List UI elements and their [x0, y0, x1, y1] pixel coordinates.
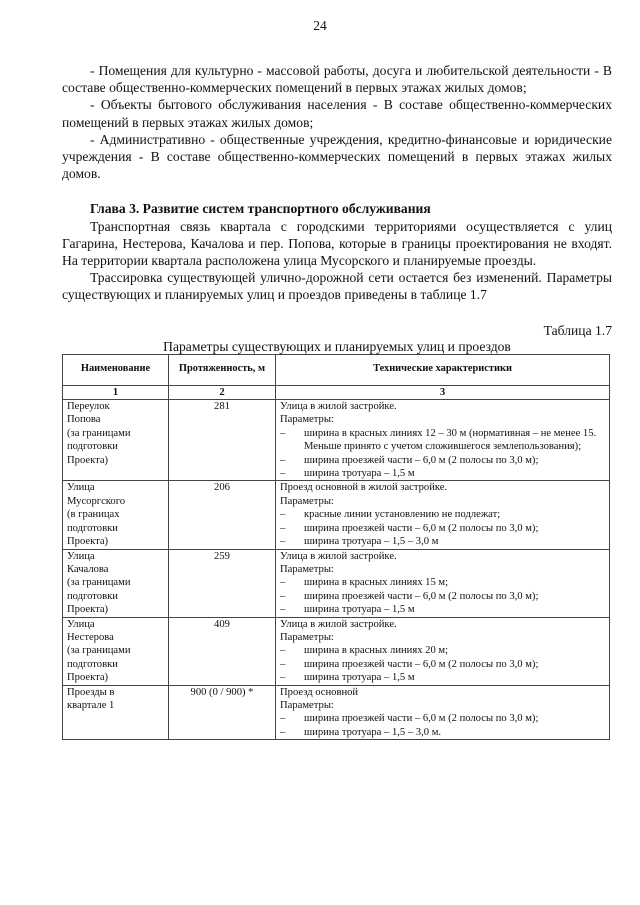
row-name-line: Проекта): [67, 672, 109, 684]
column-number-1: 1: [63, 385, 169, 399]
table-row: [63, 685, 610, 740]
row-param-item: [280, 508, 605, 521]
row-params-label: Параметры:: [280, 699, 334, 711]
row-param-text: красные линии установлению не подлежат;: [304, 509, 501, 521]
intro-paragraph-3: - Административно - общественные учреждения, кредитно-финансовые и юридические учреждения - В составе общественно-коммерческих помещений в первых этажах жилых домов.: [62, 131, 612, 182]
chapter-heading: Глава 3. Развитие систем транспортного обслуживания: [90, 201, 431, 217]
bullet-dash: –: [280, 658, 286, 670]
header-length: Протяженность, м: [169, 354, 276, 385]
row-param-text: ширина в красных линиях 12 – 30 м (нормативная – не менее 15. Меньше принято с учетом сложившегося землепользования);: [304, 427, 597, 453]
row-param-item: [280, 603, 605, 616]
row-length-cell: 900 (0 / 900) *: [169, 685, 276, 740]
row-param-text: ширина проезжей части – 6,0 м (2 полосы по 3,0 м);: [304, 522, 539, 534]
row-param-text: ширина проезжей части – 6,0 м (2 полосы по 3,0 м);: [304, 590, 539, 602]
row-characteristics-cell: [276, 685, 610, 740]
row-name-line: Проекта): [67, 536, 109, 548]
row-name-line: подготовки: [67, 658, 118, 670]
document-body: [62, 62, 612, 740]
row-length-cell: 259: [169, 549, 276, 617]
streets-parameters-table: [62, 354, 610, 741]
bullet-dash: –: [280, 672, 286, 684]
table-title: Параметры существующих и планируемых улиц и проездов: [163, 338, 511, 354]
bullet-dash: –: [280, 726, 286, 738]
row-param-item: [280, 576, 605, 589]
header-characteristics: Технические характеристики: [276, 354, 610, 385]
row-param-item: [280, 522, 605, 535]
row-param-item: [280, 467, 605, 480]
row-name-line: (за границами: [67, 577, 131, 589]
chapter-paragraph-2: Трассировка существующей улично-дорожной сети остается без изменений. Параметры существующих и планируемых улиц и проездов приведены в таблице 1.7: [62, 270, 612, 303]
chapter-paragraph-1: Транспортная связь квартала с городскими территориями осуществляется с улиц Гагарина, Нестерова, Качалова и пер. Попова, которые в границы проектирования не входят. На территории квартала расположена улица Мусорского и планируемые проезды.: [62, 218, 612, 269]
row-name-line: Мусоргского: [67, 495, 126, 507]
row-name-line: Улица: [67, 482, 95, 494]
table-label: Таблица 1.7: [543, 322, 612, 338]
bullet-dash: –: [280, 536, 286, 548]
row-param-text: ширина тротуара – 1,5 м: [304, 672, 415, 684]
row-param-text: ширина тротуара – 1,5 – 3,0 м: [304, 536, 439, 548]
row-name-line: квартале 1: [67, 699, 115, 711]
row-name-cell: [63, 685, 169, 740]
row-name-line: подготовки: [67, 522, 118, 534]
column-number-2: 2: [169, 385, 276, 399]
row-name-line: Попова: [67, 414, 101, 426]
row-name-line: (за границами: [67, 427, 131, 439]
row-params-label: Параметры:: [280, 495, 334, 507]
row-param-item: [280, 535, 605, 548]
bullet-dash: –: [280, 590, 286, 602]
row-description: Улица в жилой застройке.: [280, 618, 397, 630]
row-param-item: [280, 658, 605, 671]
row-params-label: Параметры:: [280, 563, 334, 575]
header-name: Наименование: [63, 354, 169, 385]
table-row: [63, 400, 610, 481]
bullet-dash: –: [280, 645, 286, 657]
table-row: [63, 617, 610, 685]
row-length-cell: 409: [169, 617, 276, 685]
row-name-line: Проекта): [67, 604, 109, 616]
row-param-text: ширина тротуара – 1,5 – 3,0 м.: [304, 726, 442, 738]
row-params-label: Параметры:: [280, 414, 334, 426]
row-name-cell: [63, 481, 169, 549]
row-param-item: [280, 644, 605, 657]
table-row: [63, 481, 610, 549]
row-param-item: [280, 726, 605, 739]
row-name-cell: [63, 617, 169, 685]
row-description: Проезд основной: [280, 686, 359, 698]
row-param-text: ширина проезжей части – 6,0 м (2 полосы по 3,0 м);: [304, 454, 539, 466]
row-description: Проезд основной в жилой застройке.: [280, 482, 448, 494]
bullet-dash: –: [280, 713, 286, 725]
row-param-item: [280, 590, 605, 603]
row-name-line: (за границами: [67, 645, 131, 657]
bullet-dash: –: [280, 427, 286, 439]
row-name-line: подготовки: [67, 441, 118, 453]
bullet-dash: –: [280, 577, 286, 589]
row-param-text: ширина в красных линиях 15 м;: [304, 577, 449, 589]
row-name-line: Нестерова: [67, 631, 114, 643]
row-param-text: ширина тротуара – 1,5 м: [304, 604, 415, 616]
table-row: [63, 549, 610, 617]
row-param-item: [280, 671, 605, 684]
bullet-dash: –: [280, 509, 286, 521]
row-description: Улица в жилой застройке.: [280, 550, 397, 562]
row-description: Улица в жилой застройке.: [280, 401, 397, 413]
row-param-item: [280, 712, 605, 725]
row-characteristics-cell: [276, 481, 610, 549]
row-characteristics-cell: [276, 400, 610, 481]
row-name-line: (в границах: [67, 509, 120, 521]
bullet-dash: –: [280, 604, 286, 616]
row-name-line: Качалова: [67, 563, 109, 575]
row-name-line: Улица: [67, 618, 95, 630]
row-param-text: ширина проезжей части – 6,0 м (2 полосы по 3,0 м);: [304, 658, 539, 670]
page-number: 24: [313, 18, 327, 33]
table-body: [63, 400, 610, 740]
bullet-dash: –: [280, 454, 286, 466]
row-name-line: Проезды в: [67, 686, 115, 698]
row-name-line: подготовки: [67, 590, 118, 602]
intro-paragraph-2: - Объекты бытового обслуживания населения - В составе общественно-коммерческих помещений в первых этажах жилых домов;: [62, 97, 612, 130]
row-param-item: [280, 454, 605, 467]
row-param-text: ширина в красных линиях 20 м;: [304, 645, 449, 657]
row-param-text: ширина тротуара – 1,5 м: [304, 468, 415, 480]
row-characteristics-cell: [276, 549, 610, 617]
row-length-cell: 206: [169, 481, 276, 549]
column-number-3: 3: [276, 385, 610, 399]
row-params-label: Параметры:: [280, 631, 334, 643]
bullet-dash: –: [280, 522, 286, 534]
table-header-row: [63, 354, 610, 385]
row-name-cell: [63, 549, 169, 617]
row-name-line: Переулок: [67, 401, 110, 413]
column-number-row: [63, 385, 610, 399]
row-param-text: ширина проезжей части – 6,0 м (2 полосы по 3,0 м);: [304, 713, 539, 725]
row-name-line: Проекта): [67, 454, 109, 466]
row-length-cell: 281: [169, 400, 276, 481]
row-name-line: Улица: [67, 550, 95, 562]
row-param-item: [280, 427, 605, 454]
row-name-cell: [63, 400, 169, 481]
bullet-dash: –: [280, 468, 286, 480]
intro-paragraph-1: - Помещения для культурно - массовой работы, досуга и любительской деятельности - В составе общественно-коммерческих помещений в первых этажах жилых домов;: [62, 63, 612, 96]
row-characteristics-cell: [276, 617, 610, 685]
